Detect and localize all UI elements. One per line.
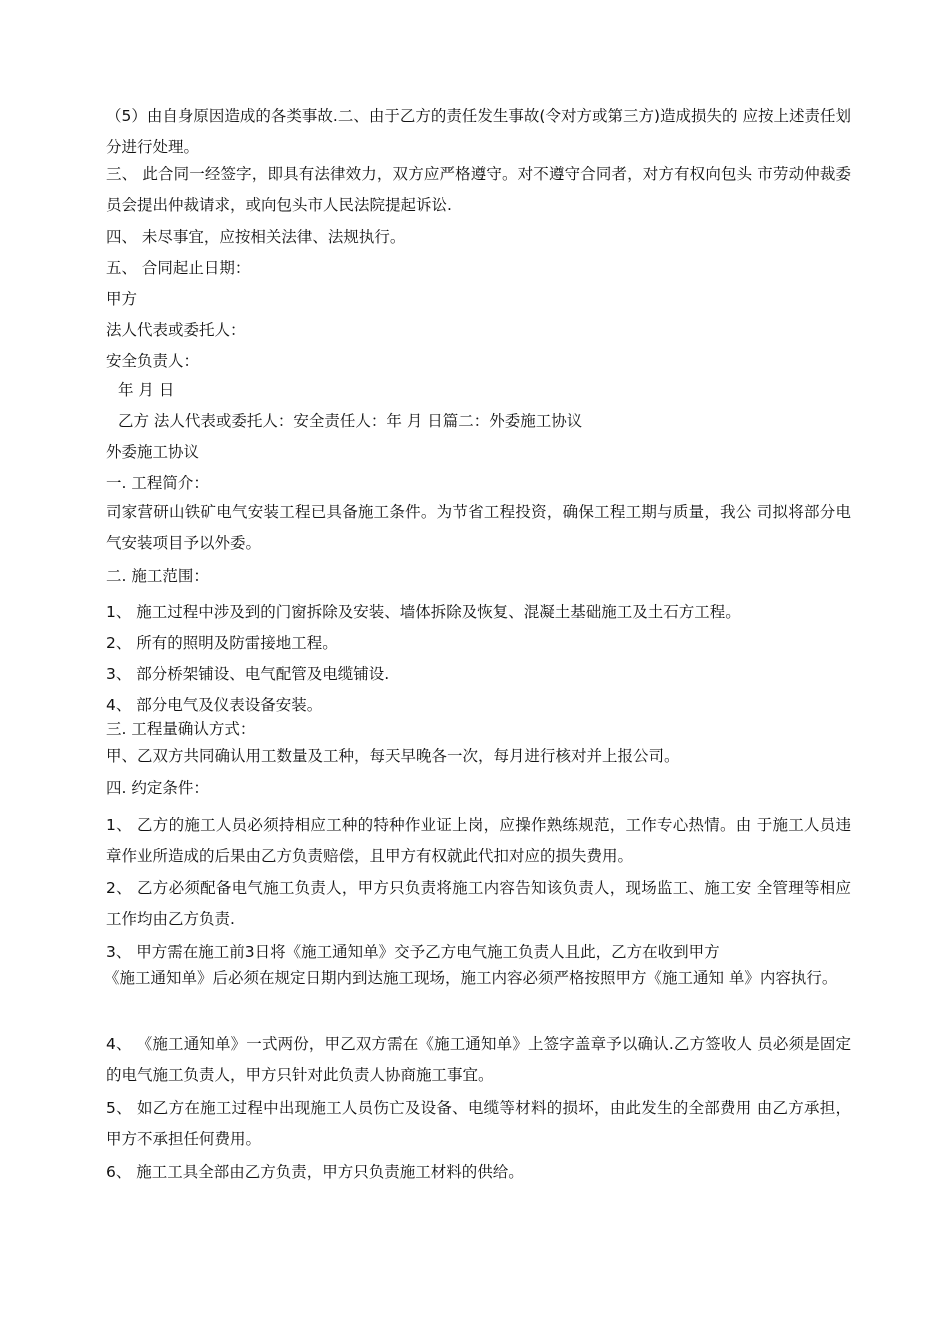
paragraph-section-4: 四、 未尽事宜，应按相关法律、法规执行。 (106, 228, 406, 246)
paragraph-section-3: 三、 此合同一经签字，即具有法律效力，双方应严格遵守。对不遵守合同者，对方有权向包头 市劳动仲裁委员会提出仲裁请求，或向包头市人民法院提起诉讼. (106, 165, 851, 214)
paragraph-quantity-confirmation: 甲、乙双方共同确认用工数量及工种，每天早晚各一次，每月进行核对并上报公司。 (106, 747, 680, 765)
scope-item-2: 2、 所有的照明及防雷接地工程。 (106, 634, 338, 652)
safety-officer-label: 安全负责人： (106, 352, 200, 370)
condition-item-1: 1、 乙方的施工人员必须持相应工种的特种作业证上岗，应操作熟练规范，工作专心热情。由 于施工人员违章作业所造成的后果由乙方负责赔偿，且甲方有权就此代扣对应的损失费用。 (106, 816, 851, 865)
party-b-line: 乙方 法人代表或委托人：安全责任人：年 月 日篇二：外委施工协议 (118, 412, 583, 430)
heading-scope: 二. 施工范围： (106, 567, 209, 585)
heading-quantity-confirmation: 三. 工程量确认方式： (106, 720, 256, 738)
date-line: 年 月 日 (118, 381, 175, 399)
paragraph-accident-clause: （5）由自身原因造成的各类事故.二、由于乙方的责任发生事故(令对方或第三方)造成损失的 应按上述责任划分进行处理。 (106, 107, 851, 156)
party-a-label: 甲方 (106, 290, 138, 308)
scope-item-3: 3、 部分桥架铺设、电气配管及电缆铺设. (106, 665, 390, 683)
paragraph-project-intro: 司家营研山铁矿电气安装工程已具备施工条件。为节省工程投资，确保工程工期与质量，我公 司拟将部分电气安装项目予以外委。 (106, 503, 851, 552)
condition-item-5: 5、 如乙方在施工过程中出现施工人员伤亡及设备、电缆等材料的损坏，由此发生的全部费用 由乙方承担，甲方不承担任何费用。 (106, 1099, 851, 1148)
scope-item-4: 4、 部分电气及仪表设备安装。 (106, 696, 323, 714)
condition-item-6: 6、 施工工具全部由乙方负责，甲方只负责施工材料的供给。 (106, 1163, 524, 1181)
condition-item-2: 2、 乙方必须配备电气施工负责人，甲方只负责将施工内容告知该负责人，现场监工、施工安 全管理等相应工作均由乙方负责. (106, 879, 851, 928)
heading-project-intro: 一. 工程简介： (106, 474, 209, 492)
condition-item-3-line-1: 3、 甲方需在施工前3日将《施工通知单》交予乙方电气施工负责人且此，乙方在收到甲方 (106, 943, 720, 961)
condition-item-4: 4、 《施工通知单》一式两份，甲乙双方需在《施工通知单》上签字盖章予以确认.乙方签收人 员必须是固定的电气施工负责人，甲方只针对此负责人协商施工事宜。 (106, 1035, 851, 1084)
scope-item-1: 1、 施工过程中涉及到的门窗拆除及安装、墙体拆除及恢复、混凝土基础施工及土石方工程。 (106, 603, 741, 621)
paragraph-section-5: 五、 合同起止日期： (106, 259, 251, 277)
agreement-title: 外委施工协议 (106, 443, 200, 461)
condition-item-3-continued: 《施工通知单》后必须在规定日期内到达施工现场，施工内容必须严格按照甲方《施工通知 单》内容执行。 (104, 969, 838, 987)
heading-conditions: 四. 约定条件： (106, 779, 209, 797)
legal-rep-label: 法人代表或委托人： (106, 321, 246, 339)
